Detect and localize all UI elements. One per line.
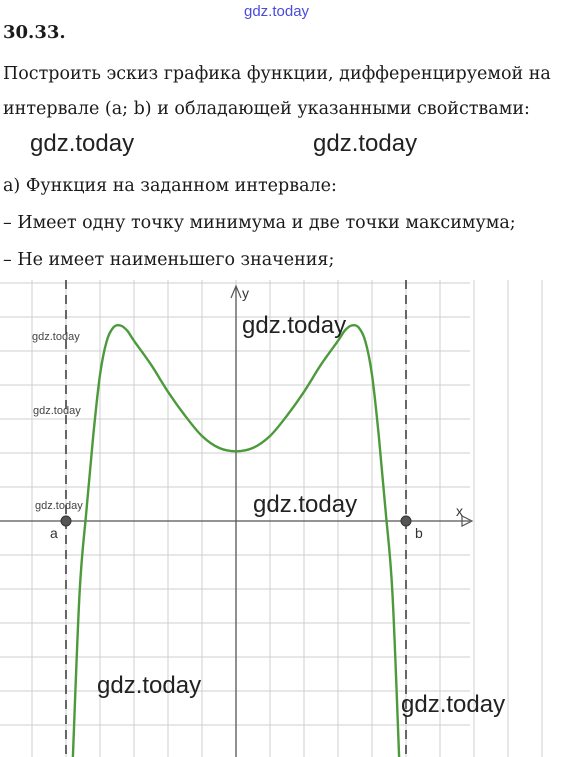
watermark-graph-bottom-right: gdz.today: [401, 691, 506, 718]
property-1: – Имеет одну точку минимума и две точки максимума;: [3, 213, 516, 233]
watermark-graph-axis-left: gdz.today: [35, 500, 83, 512]
watermark-graph-mid-left: gdz.today: [33, 405, 81, 417]
point-label-a: a: [50, 525, 58, 541]
statement-line2-text: интервале (a; b) и обладающей указанными свойствами:: [3, 99, 530, 119]
watermark-right: gdz.today: [313, 130, 418, 157]
marked-point-a: [61, 516, 71, 526]
watermark-graph-center: gdz.today: [253, 491, 358, 518]
watermark-graph-bottom-left: gdz.today: [97, 672, 202, 699]
function-graph: [0, 280, 567, 757]
property-2: – Не имеет наименьшего значения;: [3, 250, 335, 270]
watermark-left: gdz.today: [30, 130, 135, 157]
point-label-b: b: [415, 525, 423, 541]
problem-statement-line2: [3, 99, 530, 119]
item-a-heading: а) Функция на заданном интервале:: [3, 176, 337, 196]
watermark-top: gdz.today: [244, 3, 310, 20]
y-axis-label: y: [242, 285, 249, 301]
watermark-graph-top-center: gdz.today: [242, 312, 347, 339]
marked-point-b: [401, 516, 411, 526]
x-axis-label: x: [456, 503, 463, 519]
problem-statement-line1: Построить эскиз графика функции, дифференцируемой на: [3, 64, 551, 84]
watermark-graph-top-left: gdz.today: [32, 331, 80, 343]
problem-number: 30.33.: [3, 22, 66, 43]
